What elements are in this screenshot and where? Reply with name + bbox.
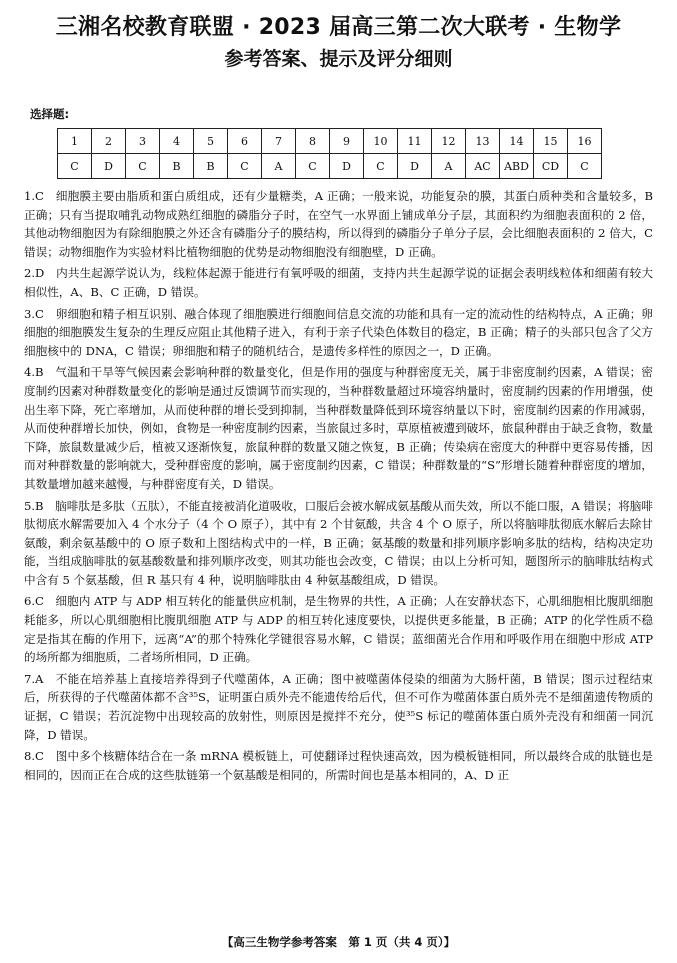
explanation-item: 4.B 气温和干旱等气候因素会影响种群的数量变化，但是作用的强度与种群密度无关，属于非密度制约因素，A 错误；密度制约因素对种群数量变化的影响是通过反馈调节而实现的，当种群数量超过环境容纳量时，密度制约因素的作用增强，使出生率下降，死亡率增加，从而使种群的增长受到抑制，当种群数量降低到环境容纳量以下时，密度制约因素的作用减弱，从而使种群增长加快，例如，食物是一种密度制约因素，当旅鼠过多时，草原植被遭到破坏，旅鼠种群由于缺乏食物，数量下降，旅鼠数量减少后，植被又逐渐恢复，旅鼠种群的数量又随之恢复，B 正确；传染病在密度大的种群中更容易传播，因而对种群数量的影响就大，受种群密度的影响，属于密度制约因素，C 错误；种群数量的“S”形增长随着种群密度的增加，其数量增加越来越慢，与种群密度有关，D 错误。 bbox=[24, 365, 653, 491]
question-number-cell: 1 bbox=[58, 129, 92, 154]
question-number-cell: 9 bbox=[330, 129, 364, 154]
question-number-cell: 2 bbox=[92, 129, 126, 154]
answer-cell: C bbox=[126, 154, 160, 179]
question-number-cell: 16 bbox=[568, 129, 602, 154]
page-footer: 【高三生物学参考答案 第 1 页（共 4 页）】 bbox=[221, 935, 456, 949]
answer-cell: C bbox=[228, 154, 262, 179]
answer-cell: D bbox=[398, 154, 432, 179]
answer-cell: C bbox=[364, 154, 398, 179]
answer-cell: C bbox=[58, 154, 92, 179]
answer-cell: A bbox=[262, 154, 296, 179]
question-number-cell: 11 bbox=[398, 129, 432, 154]
explanation-item: 2.D 内共生起源学说认为，线粒体起源于能进行有氧呼吸的细菌，支持内共生起源学说的证据会表明线粒体和细菌有较大相似性，A、B、C 正确，D 错误。 bbox=[24, 266, 653, 299]
question-number-cell: 10 bbox=[364, 129, 398, 154]
page-subtitle: 参考答案、提示及评分细则 bbox=[224, 48, 453, 70]
answer-cell: C bbox=[568, 154, 602, 179]
answer-cell: CD bbox=[534, 154, 568, 179]
explanation-item: 7.A 不能在培养基上直接培养得到子代噬菌体，A 正确；图中被噬菌体侵染的细菌为大肠杆菌，B 错误；图示过程结束后，所获得的子代噬菌体都不含³⁵S，证明蛋白质外壳不能遗传给后代，但不可作为噬菌体蛋白质外壳不是细菌遗传物质的证据，C 错误；若沉淀物中出现较高的放射性，则原因是搅拌不充分，使³⁵S 标记的噬菌体蛋白质外壳没有和细菌一同沉降，D 错误。 bbox=[24, 671, 653, 742]
question-number-cell: 4 bbox=[160, 129, 194, 154]
question-number-cell: 13 bbox=[466, 129, 500, 154]
answer-cell: AC bbox=[466, 154, 500, 179]
question-number-cell: 14 bbox=[500, 129, 534, 154]
question-number-cell: 7 bbox=[262, 129, 296, 154]
question-number-cell: 5 bbox=[194, 129, 228, 154]
answer-cell: ABD bbox=[500, 154, 534, 179]
explanation-item: 3.C 卵细胞和精子相互识别、融合体现了细胞膜进行细胞间信息交流的功能和具有一定的流动性的结构特点，A 正确；卵细胞的细胞膜发生复杂的生理反应阻止其他精子进入，有利于亲子代染色体数目的稳定，B 正确；精子的头部只包含了父方细胞核中的 DNA，C 错误；卵细胞和精子的随机结合，是遗传多样性的原因之一，D 正确。 bbox=[24, 306, 653, 358]
question-number-cell: 8 bbox=[296, 129, 330, 154]
answer-cell: D bbox=[330, 154, 364, 179]
page-title: 三湘名校教育联盟 · 2023 届高三第二次大联考 · 生物学 bbox=[55, 15, 622, 40]
explanation-item: 1.C 细胞膜主要由脂质和蛋白质组成，还有少量糖类，A 正确；一般来说，功能复杂的膜，其蛋白质种类和含量较多，B 正确；只有当提取哺乳动物成熟红细胞的磷脂分子时，在空气一水界面上铺成单分子层，其面积约为细胞表面积的 2 倍，其他动物细胞因为有除细胞膜之外还含有磷脂分子的膜结构，所以得到的磷脂分子单分子层，会比细胞表面积的 2 倍大，C 错误；动物细胞作为实验材料比植物细胞的优势是动物细胞没有细胞壁，D 正确。 bbox=[24, 189, 653, 259]
explanation-item: 6.C 细胞内 ATP 与 ADP 相互转化的能量供应机制，是生物界的共性，A 正确；人在安静状态下，心肌细胞相比腹肌细胞耗能多，所以心肌细胞相比腹肌细胞 ATP 与 ADP 的相互转化速度要快，以提供更多能量，B 正确；ATP 的化学性质不稳定是指其在酶的作用下，远离“A”的那个特殊化学键很容易水解，C 错误；蓝细菌光合作用和呼吸作用在细胞中形成 ATP 的场所都为细胞质，二者场所相同，D 正确。 bbox=[24, 594, 653, 665]
answer-table-number-row bbox=[58, 129, 602, 154]
answer-cell: C bbox=[296, 154, 330, 179]
explanation-list bbox=[24, 187, 653, 784]
answer-table bbox=[57, 128, 602, 179]
question-number-cell: 6 bbox=[228, 129, 262, 154]
explanation-item: 8.C 图中多个核糖体结合在一条 mRNA 模板链上，可使翻译过程快速高效，因为模板链相同，所以最终合成的肽链也是相同的，因而正在合成的这些肽链第一个氨基酸是相同的，所需时间也是基本相同的，A、D 正 bbox=[24, 749, 653, 782]
question-number-cell: 15 bbox=[534, 129, 568, 154]
answer-cell: B bbox=[160, 154, 194, 179]
answer-cell: B bbox=[194, 154, 228, 179]
answer-cell: D bbox=[92, 154, 126, 179]
answer-table-answer-row bbox=[58, 154, 602, 179]
explanation-item: 5.B 脑啡肽是多肽（五肽），不能直接被消化道吸收，口服后会被水解成氨基酸从而失效，所以不能口服，A 错误；将脑啡肽彻底水解需要加入 4 个水分子（4 个 O 原子），其中有 2 个甘氨酸，共含 4 个 O 原子，所以将脑啡肽彻底水解后去除甘氨酸，剩余氨基酸中的 O 原子数和上图结构式中的一样，B 正确；氨基酸的数量和排列顺序影响多肽的结构，结构决定功能，当组成脑啡肽的氨基酸数量和排列顺序改变，则其功能也会改变，C 错误；由以上分析可知，题图所示的脑啡肽结构式中含有 5 个氨基酸，但 R 基只有 4 种，说明脑啡肽由 4 种氨基酸组成，D 错误。 bbox=[24, 498, 653, 587]
question-number-cell: 12 bbox=[432, 129, 466, 154]
answer-cell: A bbox=[432, 154, 466, 179]
question-number-cell: 3 bbox=[126, 129, 160, 154]
section-label: 选择题: bbox=[30, 107, 70, 121]
